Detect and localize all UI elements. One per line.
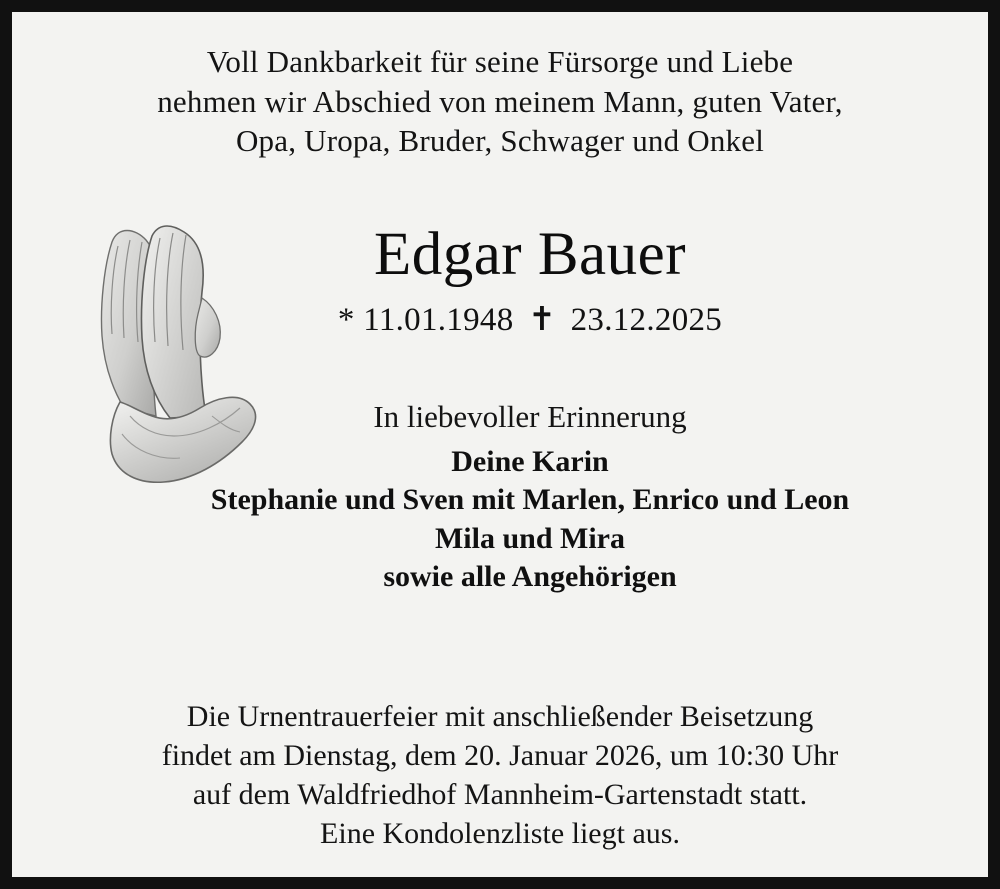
death-date: 23.12.2025 bbox=[570, 302, 723, 339]
service-line-4: Eine Kondolenzliste liegt aus. bbox=[320, 817, 680, 850]
intro-line-1: Voll Dankbarkeit für seine Fürsorge und Liebe bbox=[206, 44, 794, 79]
intro-line-2: nehmen wir Abschied von meinem Mann, guten Vater, bbox=[157, 83, 843, 119]
memory-lead: In liebevoller Erinnerung bbox=[373, 399, 687, 435]
service-details bbox=[52, 697, 948, 853]
cross-icon: ✝ bbox=[528, 302, 557, 339]
family-line-3: Mila und Mira bbox=[434, 521, 625, 555]
praying-hands-icon bbox=[60, 202, 270, 487]
deceased-name: Edgar Bauer bbox=[373, 221, 687, 289]
birth-symbol: * bbox=[337, 302, 355, 339]
family-line-1: Deine Karin bbox=[451, 445, 609, 479]
family-line-2: Stephanie und Sven mit Marlen, Enrico und Leon bbox=[210, 483, 850, 517]
family-line-4: sowie alle Angehörigen bbox=[383, 559, 677, 593]
obituary-inner-frame bbox=[12, 12, 988, 877]
service-line-3: auf dem Waldfriedhof Mannheim-Gartenstadt statt. bbox=[192, 778, 808, 811]
intro-line-3: Opa, Uropa, Bruder, Schwager und Onkel bbox=[235, 123, 765, 159]
intro-text bbox=[52, 42, 948, 161]
service-line-1: Die Urnentrauerfeier mit anschließender Beisetzung bbox=[186, 700, 814, 733]
service-line-2: findet am Dienstag, dem 20. Januar 2026, um 10:30 Uhr bbox=[161, 739, 839, 772]
birth-date: 11.01.1948 bbox=[363, 302, 514, 339]
